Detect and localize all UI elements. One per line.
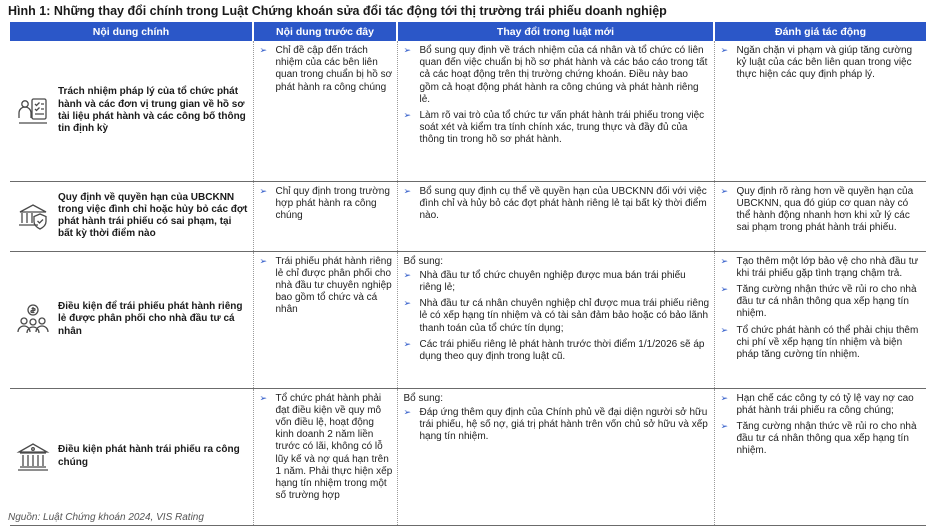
figure-title: Hình 1: Những thay đổi chính trong Luật Chứng khoán sửa đổi tác động tới thị trường trái phiếu doanh nghiệp xyxy=(8,4,667,18)
topic-cell xyxy=(10,251,253,388)
changes-table xyxy=(10,22,926,526)
topic-cell xyxy=(10,181,253,251)
topic-label: Quy định về quyền hạn của UBCKNN trong việc đình chỉ hoặc hủy bỏ các đợt phát hành trái phiếu có sai phạm, tại bất kỳ thời điểm nào xyxy=(58,191,248,240)
regulator-authority-icon xyxy=(16,199,50,233)
list-item: ➢ Trái phiếu phát hành riêng lẻ chỉ được phân phối cho nhà đầu tư chuyên nghiệp bao gồm tổ chức và cá nhân xyxy=(260,256,393,317)
new-cell xyxy=(397,181,714,251)
investor-group-icon xyxy=(16,302,50,336)
list-item: ➢ Tăng cường nhận thức về rủi ro cho nhà đầu tư cá nhân thông qua xếp hạng tín nhiệm. xyxy=(721,284,923,321)
header-row xyxy=(10,22,926,41)
before-cell xyxy=(253,251,397,388)
topic-cell xyxy=(10,41,253,181)
list-item: ➢ Tạo thêm một lớp bảo vệ cho nhà đầu tư khi trái phiếu gặp tình trạng chậm trả. xyxy=(721,256,923,280)
topic-label: Điều kiện để trái phiếu phát hành riêng lẻ được phân phối cho nhà đầu tư cá nhân xyxy=(58,301,243,337)
table-row xyxy=(10,388,926,525)
header-before: Nội dung trước đây xyxy=(253,22,397,41)
list-item: ➢ Đáp ứng thêm quy định của Chính phủ về đại diện người sở hữu trái phiếu, hệ số nợ, giá trị phát hành trên vốn chủ sở hữu và xếp hạng tín nhiệm. xyxy=(404,407,710,444)
table-row xyxy=(10,41,926,181)
list-item: ➢ Tổ chức phát hành phải đạt điều kiện về quy mô vốn điều lệ, hoạt động kinh doanh 2 năm liền trước có lãi, không có lỗ lũy kế và nợ quá hạn trên 1 năm. Phải thực hiện xếp hạng tín nhiệm trong một số trường hợp xyxy=(260,393,393,503)
topic-cell xyxy=(10,388,253,525)
impact-cell xyxy=(714,181,926,251)
impact-cell xyxy=(714,388,926,525)
list-item: ➢ Tổ chức phát hành có thể phải chịu thêm chi phí về xếp hạng tín nhiệm và biện pháp tăng cường tín nhiệm. xyxy=(721,325,923,362)
bank-building-icon xyxy=(16,440,50,474)
list-item: ➢ Tăng cường nhận thức về rủi ro cho nhà đầu tư cá nhân thông qua xếp hạng tín nhiệm. xyxy=(721,421,923,458)
new-cell xyxy=(397,41,714,181)
legal-responsibility-icon xyxy=(16,94,50,128)
list-item: ➢ Các trái phiếu riêng lẻ phát hành trước thời điểm 1/1/2026 sẽ áp dụng theo quy định trong luật cũ. xyxy=(404,339,710,363)
impact-cell xyxy=(714,251,926,388)
before-cell xyxy=(253,388,397,525)
list-item: ➢ Hạn chế các công ty có tỷ lệ vay nợ cao phát hành trái phiếu ra công chúng; xyxy=(721,393,923,417)
table-row xyxy=(10,251,926,388)
new-cell xyxy=(397,388,714,525)
new-intro: Bổ sung: xyxy=(403,392,443,404)
list-item: ➢ Chỉ quy định trong trường hợp phát hành ra công chúng xyxy=(260,186,393,223)
topic-label: Điều kiện phát hành trái phiếu ra công chúng xyxy=(58,444,240,468)
impact-cell xyxy=(714,41,926,181)
list-item: ➢ Chỉ đề cập đến trách nhiệm của các bên liên quan trong chuẩn bị hồ sơ phát hành ra công chúng xyxy=(260,45,393,94)
list-item: ➢ Ngăn chặn vi phạm và giúp tăng cường kỷ luật của các bên liên quan trong việc thực hiện các quy định pháp lý. xyxy=(721,45,923,82)
list-item: ➢ Làm rõ vai trò của tổ chức tư vấn phát hành trái phiếu trong việc soát xét và kiểm tra tính chính xác, trung thực và đầy đủ của thông tin trong hồ sơ phát hành. xyxy=(404,110,710,147)
list-item: ➢ Bổ sung quy định về trách nhiệm của cá nhân và tổ chức có liên quan đến việc chuẩn bị hồ sơ phát hành và các báo cáo trong tất cả các hoạt động trên thị trường chứng khoán. Điều này bao gồm cả hoạt động phát hành ra công chúng và phát hành riêng lẻ. xyxy=(404,45,710,106)
before-cell xyxy=(253,41,397,181)
header-new: Thay đổi trong luật mới xyxy=(397,22,714,41)
header-topic: Nội dung chính xyxy=(10,22,253,41)
new-cell xyxy=(397,251,714,388)
before-cell xyxy=(253,181,397,251)
topic-label: Trách nhiệm pháp lý của tổ chức phát hành và các đơn vị trung gian về hồ sơ tài liệu phát hành và các công bố thông tin định kỳ xyxy=(58,86,246,134)
new-intro: Bổ sung: xyxy=(403,255,443,267)
list-item: ➢ Quy định rõ ràng hơn về quyền hạn của UBCKNN, qua đó giúp cơ quan này có thể hành động nhanh hơn khi xử lý các sai phạm trong phát hành trái phiếu. xyxy=(721,186,923,235)
header-impact: Đánh giá tác động xyxy=(714,22,926,41)
list-item: ➢ Nhà đầu tư cá nhân chuyên nghiệp chỉ được mua trái phiếu riêng lẻ có xếp hạng tín nhiệm và có tài sản đảm bảo hoặc có bảo lãnh thanh toán của tổ chức tín dụng; xyxy=(404,298,710,335)
list-item: ➢ Bổ sung quy định cụ thể về quyền hạn của UBCKNN đối với việc đình chỉ và hủy bỏ các đợt phát hành riêng lẻ tại bất kỳ thời điểm nào. xyxy=(404,186,710,223)
source-note: Nguồn: Luật Chứng khoán 2024, VIS Rating xyxy=(8,512,204,523)
table-row xyxy=(10,181,926,251)
list-item: ➢ Nhà đầu tư tổ chức chuyên nghiệp được mua bán trái phiếu riêng lẻ; xyxy=(404,270,710,294)
